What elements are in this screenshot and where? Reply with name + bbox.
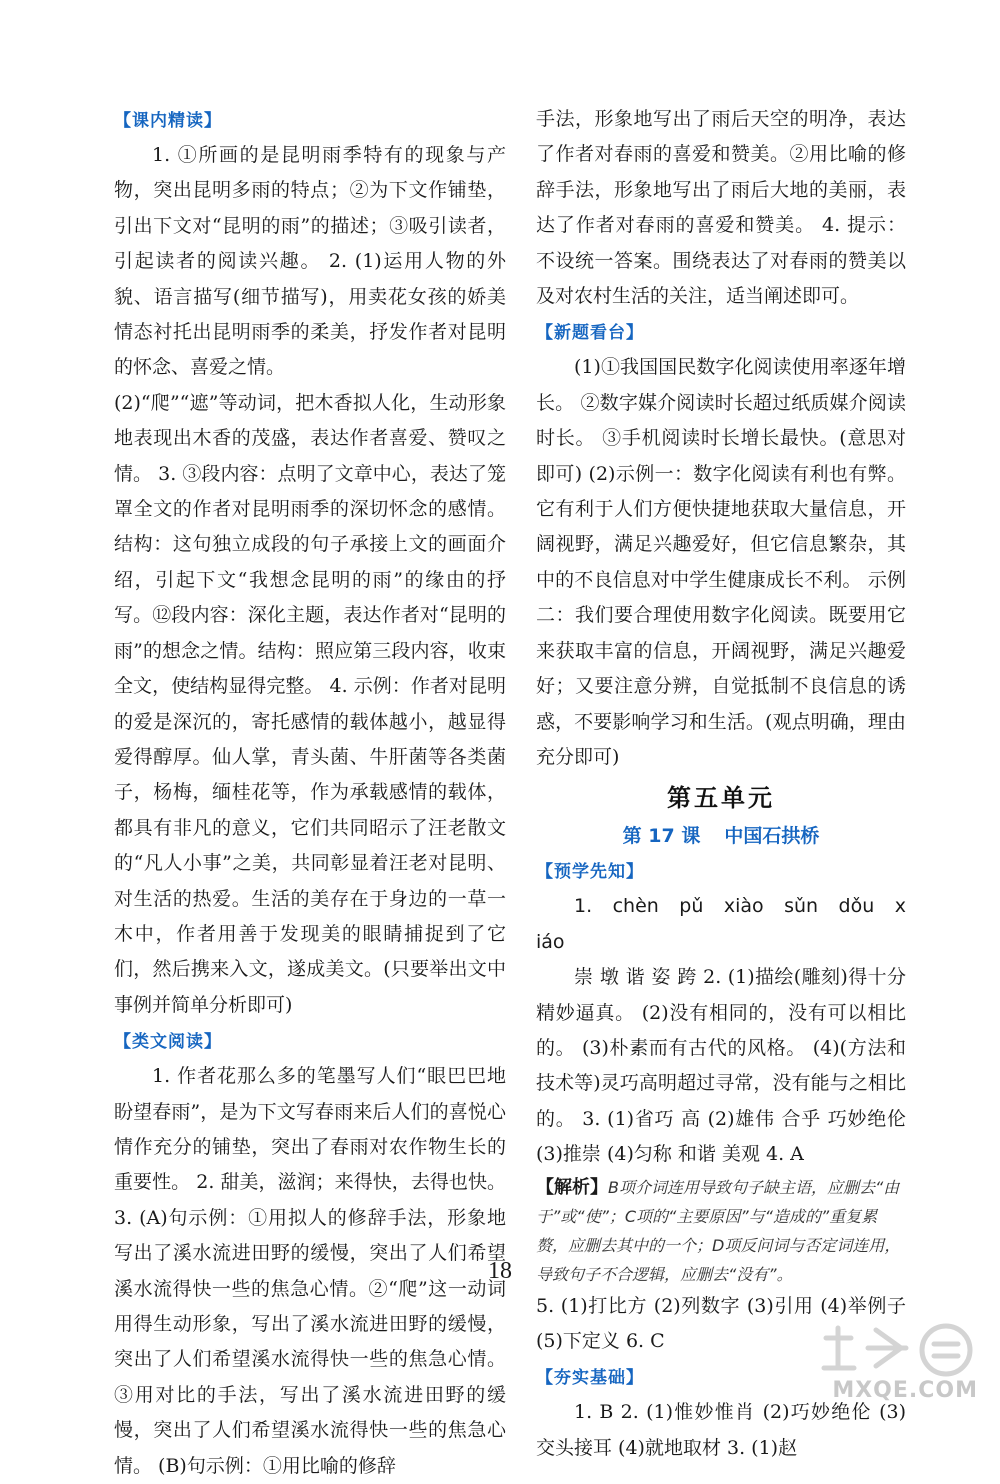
preview-answers-continued: 5. (1)打比方 (2)列数字 (3)引用 (4)举例子 (5)下定义 6. C — [536, 1294, 906, 1352]
lesson-heading — [536, 819, 906, 853]
analysis-text: B项介词连用导致句子缺主语，应删去“由于”或“使”；C项的“主要原因”与“造成的”重复累赘，应删去其中的一个；D项反问词与否定词连用，导致句子不合逻辑，应删去“没有”。 — [536, 1177, 901, 1284]
new-questions-answers: (1)①我国国民数字化阅读使用率逐年增长。 ②数字媒介阅读时长超过纸质媒介阅读时长。 ③手机阅读时长增长最快。(意思对即可) (2)示例一：数字化阅读有利也有弊。它有利于人们方便快捷地获取大量信息，开阔视野，满足兴趣爱好，但它信息繁杂，其中的不良信息对中学生健康成长不利。 示例二：我们要合理使用数字化阅读。既要用它来获取丰富的信息，开阔视野，满足兴趣爱好；又要注意分辨，自觉抵制不良信息的诱惑，不要影响学习和生活。(观点明确，理由充分即可) — [536, 356, 906, 768]
page-number: 18 — [488, 1258, 512, 1284]
analysis-label: 【解析】 — [536, 1176, 608, 1198]
section-title-foundation: 【夯实基础】 — [536, 1368, 644, 1389]
pinyin-answers: 1. chèn pǔ xiào sǔn dǒu xiáo — [536, 895, 906, 953]
watermark-text: MXQE.COM — [832, 1378, 978, 1403]
similar-reading-answers: 1. 作者花那么多的笔墨写人们“眼巴巴地盼望春雨”，是为下文写春雨来后人们的喜悦心情作充分的铺垫，突出了春雨对农作物生长的重要性。 2. 甜美，滋润；来得快，去得也快。 3. (A)句示例：①用拟人的修辞手法，形象地写出了溪水流进田野的缓慢，突出了人们希望溪水流得快一些的焦急心情。②“爬”这一动词用得生动形象，写出了溪水流进田野的缓慢，突出了人们希望溪水流得快一些的焦急心情。③用对比的手法，写出了溪水流进田野的缓慢，突出了人们希望溪水流得快一些的焦急心情。 (B)句示例：①用比喻的修辞 — [114, 1065, 506, 1477]
similar-reading-answers-continued: 手法，形象地写出了雨后天空的明净，表达了作者对春雨的喜爱和赞美。②用比喻的修辞手法，形象地写出了雨后大地的美丽，表达了作者对春雨的喜爱和赞美。 4. 提示：不设统一答案。围绕表达了对春雨的赞美以及对农村生活的关注，适当阐述即可。 — [536, 108, 906, 308]
section-title-new-questions: 【新题看台】 — [536, 323, 644, 344]
classroom-reading-answers: 1. ①所画的是昆明雨季特有的现象与产物，突出昆明多雨的特点；②为下文作铺垫，引出下文对“昆明的雨”的描述；③吸引读者，引起读者的阅读兴趣。 2. (1)运用人物的外貌、语言描写(细节描写)，用卖花女孩的娇美情态衬托出昆明雨季的柔美，抒发作者对昆明的怀念、喜爱之情。 — [114, 144, 506, 379]
classroom-reading-answers-continued: (2)“爬”“遮”等动词，把木香拟人化，生动形象地表现出木香的茂盛，表达作者喜爱、赞叹之情。 3. ③段内容：点明了文章中心，表达了笼罩全文的作者对昆明雨季的深切怀念的感情。结构：这句独立成段的句子承接上文的画面介绍，引起下文“我想念昆明的雨”的缘由的抒写。⑫段内容：深化主题，表达作者对“昆明的雨”的想念之情。结构：照应第三段内容，收束全文，使结构显得完整。 4. 示例：作者对昆明的爱是深沉的，寄托感情的载体越小，越显得爱得醇厚。仙人掌，青头菌、牛肝菌等各类菌子，杨梅，缅桂花等，作为承载感情的载体，都具有非凡的意义，它们共同昭示了汪老散文的“凡人小事”之美，共同彰显着汪老对昆明、对生活的热爱。生活的美存在于身边的一草一木中，作者用善于发现美的眼睛捕捉到了它们，然后携来入文，遂成美文。(只要举出文中事例并简单分析即可) — [114, 391, 506, 1016]
lesson-title: 中国石拱桥 — [724, 825, 820, 848]
section-title-preview: 【预学先知】 — [536, 862, 644, 883]
unit-title: 第五单元 — [667, 784, 775, 813]
section-title-classroom-reading: 【课内精读】 — [114, 111, 222, 131]
section-title-similar-reading: 【类文阅读】 — [114, 1032, 222, 1053]
lesson-number: 第 17 课 — [622, 825, 701, 848]
foundation-answers: 1. B 2. (1)惟妙惟肖 (2)巧妙绝伦 (3)交头接耳 (4)就地取材 3. (1)赵 — [536, 1401, 906, 1459]
preview-answers: 崇 墩 谐 姿 跨 2. (1)描绘(雕刻)得十分精妙逼真。 (2)没有相同的，没有可以相比的。 (3)朴素而有古代的风格。 (4)(方法和技术等)灵巧高明超过寻常，没有能与之相比的。 3. (1)省巧 高 (2)雄伟 合乎 巧妙绝伦 (3)推崇 (4)匀称 和谐 美观 4. A — [536, 966, 906, 1166]
